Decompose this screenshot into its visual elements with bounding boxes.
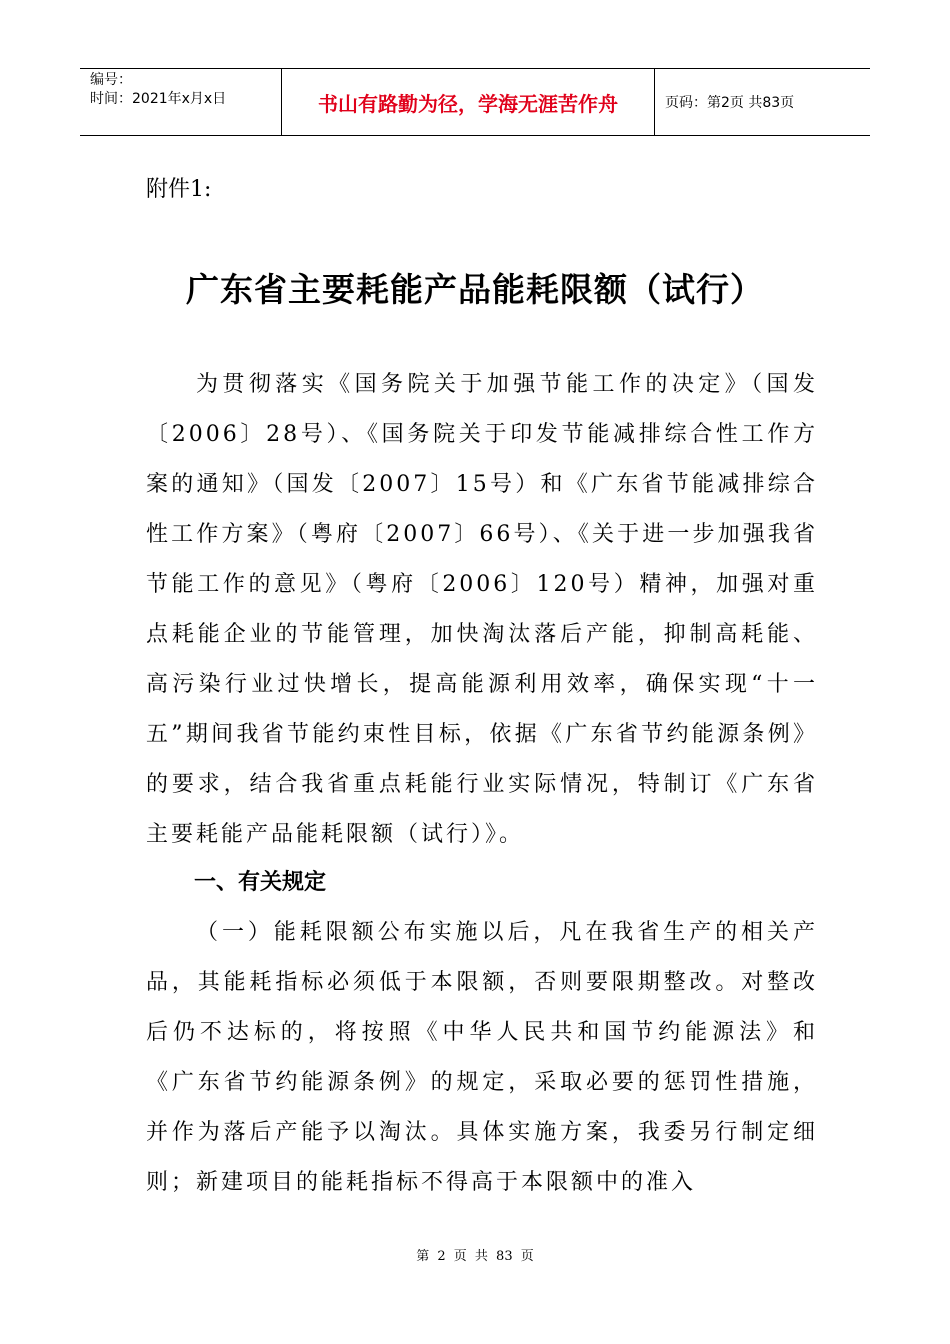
header-motto: 书山有路勤为径，学海无涯苦作舟 — [282, 69, 655, 135]
header-page-info: 页码：第2页 共83页 — [665, 95, 795, 111]
document-time-label: 时间：2021年x月x日 — [90, 91, 227, 107]
section-heading: 一、有关规定 — [194, 870, 327, 895]
page-header — [80, 68, 870, 136]
document-number-label: 编号： — [90, 72, 132, 88]
document-title: 广东省主要耗能产品能耗限额（试行） — [186, 270, 764, 309]
header-meta — [80, 69, 282, 135]
section1-item1-paragraph: （一）能耗限额公布实施以后，凡在我省生产的相关产品，其能耗指标必须低于本限额，否则要限期整改。对整改后仍不达标的，将按照《中华人民共和国节约能源法》和《广东省节约能源条例》的规定，采取必要的惩罚性措施，并作为落后产能予以淘汰。具体实施方案，我委另行制定细则；新建项目的能耗指标不得高于本限额中的准入 — [146, 920, 818, 1195]
intro-paragraph: 为贯彻落实《国务院关于加强节能工作的决定》（国发〔2006〕28号）、《国务院关于印发节能减排综合性工作方案的通知》（国发〔2007〕15号）和《广东省节能减排综合性工作方案》（粤府〔2007〕66号）、《关于进一步加强我省节能工作的意见》（粤府〔2006〕120号）精神，加强对重点耗能企业的节能管理，加快淘汰落后产能，抑制高耗能、高污染行业过快增长，提高能源利用效率，确保实现“十一五”期间我省节能约束性目标，依据《广东省节约能源条例》的要求，结合我省重点耗能行业实际情况，特制订《广东省主要耗能产品能耗限额（试行）》。 — [146, 372, 818, 847]
page-footer: 第 2 页 共 83 页 — [416, 1249, 534, 1264]
attachment-label: 附件1: — [146, 177, 212, 202]
